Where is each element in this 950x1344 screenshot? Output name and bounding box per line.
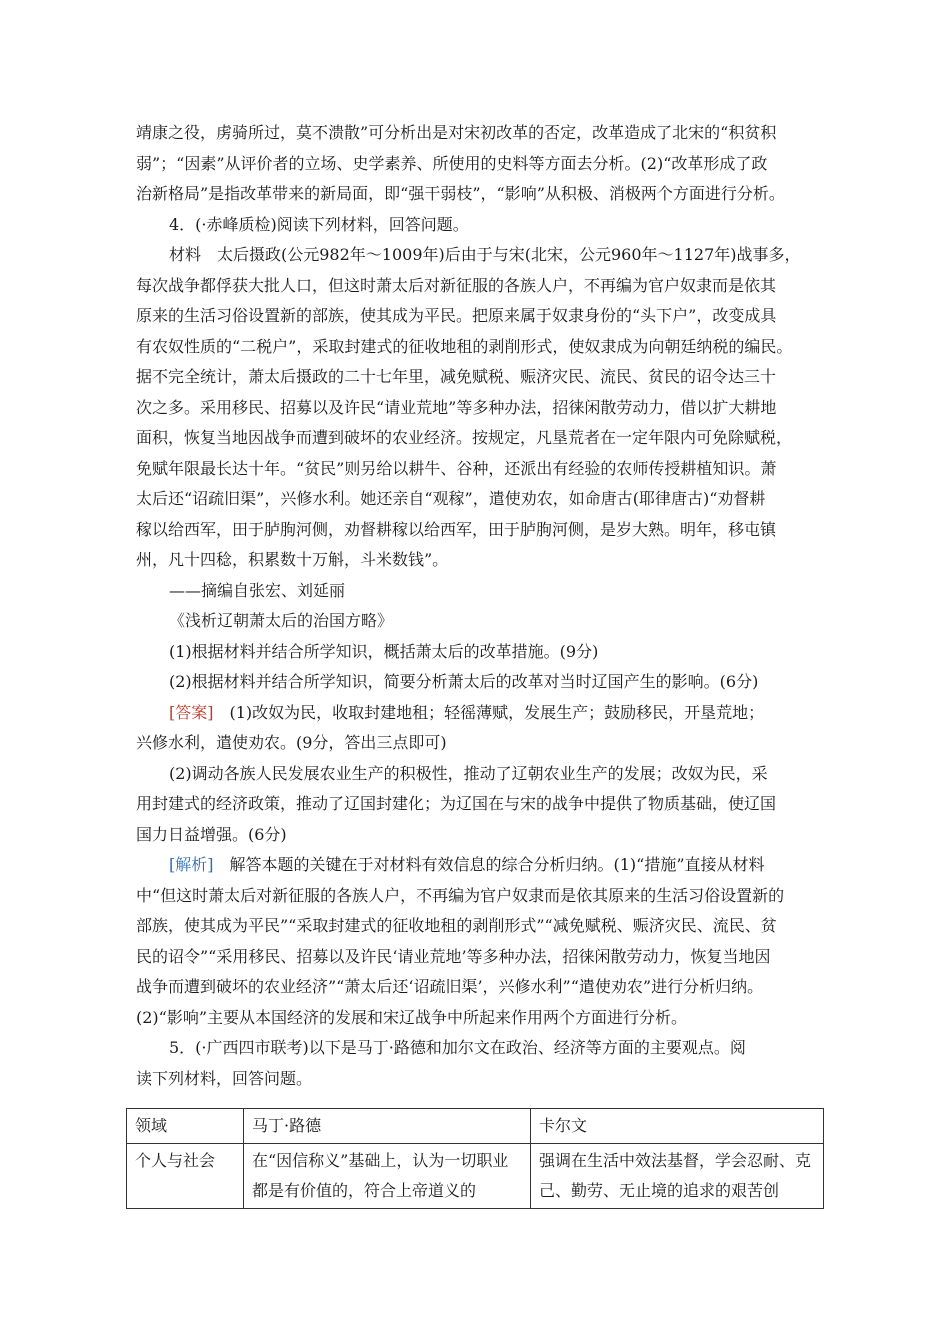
analysis-text: 解答本题的关键在于对材料有效信息的综合分析归纳。(1)“措施”直接从材料 [213,855,765,874]
answer-tag: [答案] [169,702,214,722]
material-line: 材料 太后摄政(公元982年～1009年)后由于与宋(北宋，公元960年～1127年)战事多， [169,245,801,264]
material-line: 太后还“诏疏旧渠”，兴修水利。她还亲自“观稼”，遣使劝农，如命唐古(耶律唐古)“劝督耕 [136,489,766,508]
sub-question-1: (1)根据材料并结合所学知识，概括萧太后的改革措施。(9分) [169,641,599,661]
analysis-tag: [解析] [169,855,214,874]
analysis-line: 战争而遭到破坏的农业经济”“萧太后还‘诏疏旧渠’，兴修水利”“遣使劝农”进行分析归纳。 [136,977,764,996]
material-line: 有农奴性质的“二税户”，采取封建式的征收地租的剥削形式，使奴隶成为向朝廷纳税的编民。 [136,336,793,356]
sub-question-2: (2)根据材料并结合所学知识，简要分析萧太后的改革对当时辽国产生的影响。(6分) [169,672,759,691]
analysis-line: 部族，使其成为平民”“采取封建式的征收地租的剥削形式”“减免赋税、赈济灾民、流民、贫 [136,916,777,935]
table-header-cell: 马丁·路德 [244,1109,531,1144]
table-header-cell: 卡尔文 [531,1109,824,1144]
comparison-table [126,1108,824,1209]
table-cell-calvin: 强调在生活中效法基督，学会忍耐、克己、勤劳、无止境的追求的艰苦创 [531,1144,824,1209]
material-line: 面积，恢复当地因战争而遭到破坏的农业经济。按规定，凡垦荒者在一定年限内可免除赋税， [136,428,793,447]
question-5-line: 读下列材料，回答问题。 [136,1068,313,1088]
answer-2-line: 国力日益增强。(6分) [136,824,287,844]
table-header-row [127,1109,824,1144]
analysis-line: 民的诏令”“采用移民、招募以及许民‘请业荒地’等多种办法，招徕闲散劳动力，恢复当地因 [136,946,771,966]
answer-2-line: 用封建式的经济政策，推动了辽国封建化；为辽国在与宋的战争中提供了物质基础，使辽国 [136,794,777,813]
material-line: 据不完全统计，萧太后摄政的二十七年里，减免赋税、赈济灾民、流民、贫民的诏令达三十 [136,367,777,386]
material-line: 免赋年限最长达十年。“贫民”则另给以耕牛、谷种，还派出有经验的农师传授耕植知识。萧 [136,458,777,478]
material-line: 原来的生活习俗设置新的部族，使其成为平民。把原来属于奴隶身份的“头下户”，改变成具 [136,306,777,325]
intro-line: 治新格局”是指改革带来的新局面，即“强干弱枝”，“影响”从积极、消极两个方面进行分析。 [136,184,785,203]
answer-2-block [136,759,826,851]
question-4-material [136,240,826,576]
table-header-cell: 领域 [127,1109,244,1144]
question-5-line: 5．(·广西四市联考)以下是马丁·路德和加尔文在政治、经济等方面的主要观点。阅 [169,1038,746,1057]
source-title: 《浅析辽朝萧太后的治国方略》 [169,611,394,630]
material-line: 次之多。采用移民、招募以及许民“请业荒地”等多种办法，招徕闲散劳动力，借以扩大耕地 [136,397,777,417]
analysis-line [136,850,826,881]
question-4-header: 4．(·赤峰质检)阅读下列材料，回答问题。 [169,214,469,234]
answer-block [136,698,826,759]
analysis-block [136,850,826,1033]
material-line: 稼以给西军，田于胪朐河侧，劝督耕稼以给西军，田于胪朐河侧，是岁大熟。明年，移屯镇 [136,519,777,539]
intro-paragraph [136,118,826,210]
answer-text: (1)改奴为民，收取封建地租；轻徭薄赋，发展生产；鼓励移民，开垦荒地； [213,702,765,722]
document-page [136,118,826,1094]
analysis-line: 中“但这时萧太后对新征服的各族人户，不再编为官户奴隶而是依其原来的生活习俗设置新的 [136,885,785,905]
answer-line: 兴修水利，遣使劝农。(9分，答出三点即可) [136,733,447,752]
intro-line: 靖康之役，虏骑所过，莫不溃散”可分析出是对宋初改革的否定，改革造成了北宋的“积贫积 [136,123,777,142]
analysis-line: (2)“影响”主要从本国经济的发展和宋辽战争中所起来作用两个方面进行分析。 [136,1007,688,1027]
answer-line [136,698,826,729]
question-5-header [136,1033,826,1094]
table-cell-field: 个人与社会 [127,1144,244,1209]
table-cell-luther: 在“因信称义”基础上，认为一切职业都是有价值的，符合上帝道义的 [244,1144,531,1209]
material-line: 州，凡十四稔，积累数十万斛，斗米数钱”。 [136,550,449,569]
answer-2-line: (2)调动各族人民发展农业生产的积极性，推动了辽朝农业生产的发展；改奴为民，采 [169,763,768,783]
intro-line: 弱”；“因素”从评价者的立场、史学素养、所使用的史料等方面去分析。(2)“改革形成了政 [136,153,768,173]
table-row [127,1144,824,1209]
source-author: ——摘编自张宏、刘延丽 [169,580,346,600]
material-line: 每次战争都俘获大批人口，但这时萧太后对新征服的各族人户，不再编为官户奴隶而是依其 [136,275,777,295]
